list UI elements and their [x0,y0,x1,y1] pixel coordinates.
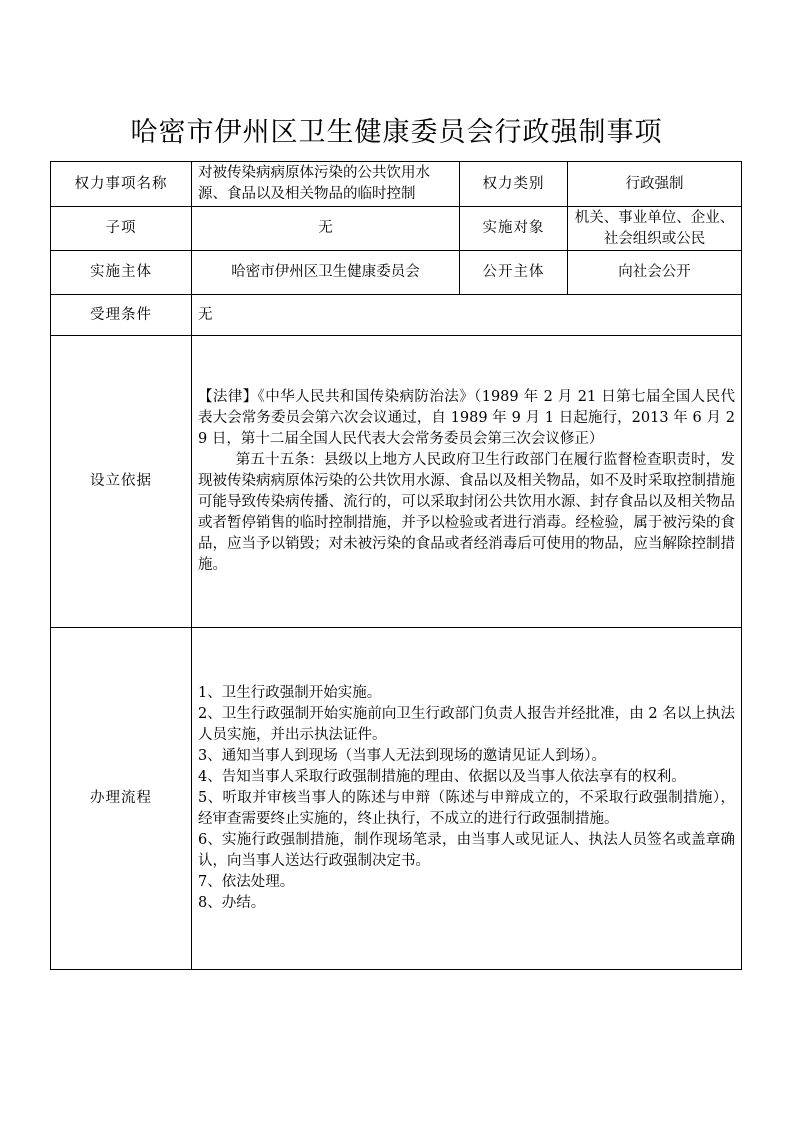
process-step: 3、通知当事人到现场（当事人无法到现场的邀请见证人到场）。 [198,748,606,764]
power-category-label: 权力类别 [460,162,568,207]
process-step: 8、办结。 [198,895,266,911]
page-title: 哈密市伊州区卫生健康委员会行政强制事项 [130,117,663,148]
process-step: 2、卫生行政强制开始实施前向卫生行政部门负责人报告并经批准，由 2 名以上执法人员实施，并出示执法证件。 [198,706,735,743]
subitem-label: 子项 [51,207,192,251]
acceptance-condition-label: 受理条件 [51,295,192,336]
process-steps [192,628,742,970]
public-subject-value: 向社会公开 [568,251,742,295]
target-label: 实施对象 [460,207,568,251]
process-step: 5、听取并审核当事人的陈述与申辩（陈述与申辩成立的，不采取行政强制措施），经审查需要终止实施的，终止执行，不成立的进行行政强制措施。 [198,790,735,827]
process-step: 6、实施行政强制措施，制作现场笔录，由当事人或见证人、执法人员签名或盖章确认，向当事人送达行政强制决定书。 [198,832,735,869]
implementing-subject-value: 哈密市伊州区卫生健康委员会 [192,251,460,295]
legal-basis-article: 第五十五条：县级以上地方人民政府卫生行政部门在履行监督检查职责时，发现被传染病病原体污染的公共饮用水源、食品以及相关物品，如不及时采取控制措施可能导致传染病传播、流行的，可以采取封闭公共饮用水源、封存食品以及相关物品或者暂停销售的临时控制措施，并予以检验或者进行消毒。经检验，属于被污染的食品，应当予以销毁；对未被污染的食品或者经消毒后可使用的物品，应当解除控制措施。 [198,452,735,573]
table-row [51,628,742,970]
legal-basis-law: 【法律】《中华人民共和国传染病防治法》（1989 年 2 月 21 日第七届全国人民代表大会常务委员会第六次会议通过，自 1989 年 9 月 1 日起施行，2013 年 6 月 29 日，第十二届全国人民代表大会常务委员会第三次会议修正） [198,389,735,447]
power-category-value: 行政强制 [568,162,742,207]
target-value: 机关、事业单位、企业、社会组织或公民 [568,207,742,251]
process-step: 4、告知当事人采取行政强制措施的理由、依据以及当事人依法享有的权利。 [198,769,686,785]
table-row [51,162,742,207]
public-subject-label: 公开主体 [460,251,568,295]
implementing-subject-label: 实施主体 [51,251,192,295]
process-step: 7、依法处理。 [198,874,295,890]
table-row [51,251,742,295]
subitem-value: 无 [192,207,460,251]
table-row [51,295,742,336]
legal-basis-content [192,336,742,628]
table-row [51,336,742,628]
power-item-name-label: 权力事项名称 [51,162,192,207]
matter-table [50,161,742,970]
process-step: 1、卫生行政强制开始实施。 [198,685,382,701]
legal-basis-label: 设立依据 [51,336,192,628]
table-row [51,207,742,251]
process-label: 办理流程 [51,628,192,970]
acceptance-condition-value: 无 [192,295,742,336]
power-item-name-value: 对被传染病病原体污染的公共饮用水源、食品以及相关物品的临时控制 [192,162,460,207]
